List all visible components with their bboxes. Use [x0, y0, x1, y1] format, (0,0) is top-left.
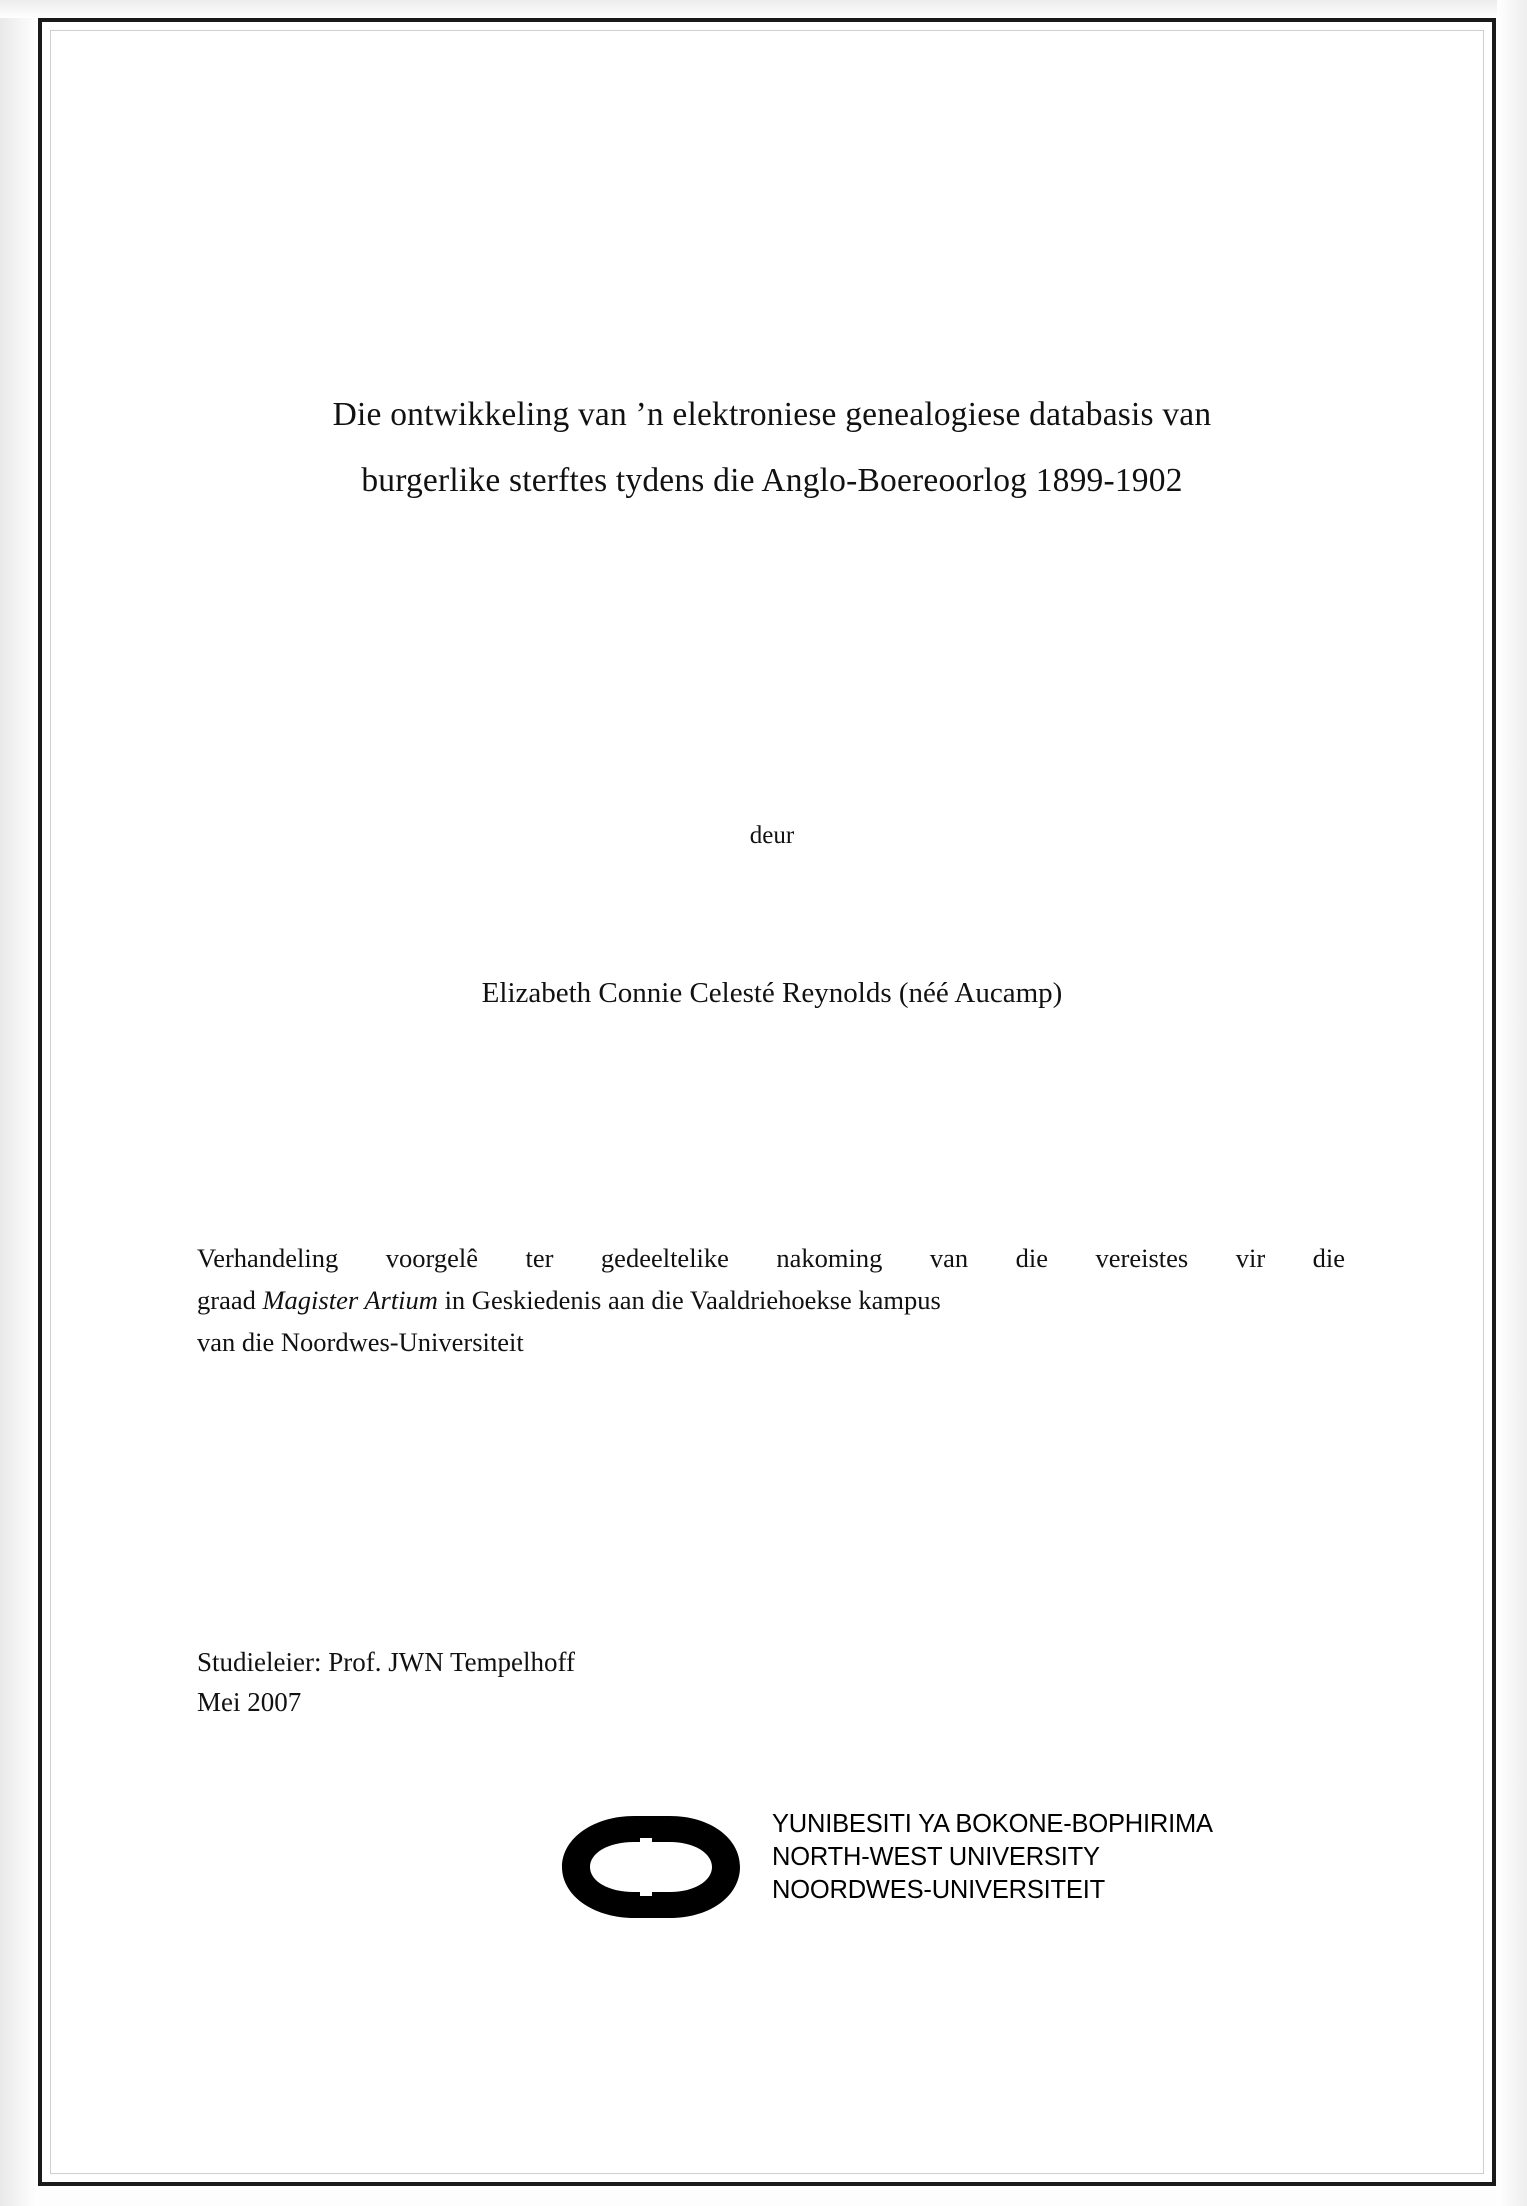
degree-statement-line-1: Verhandeling voorgelê ter gedeeltelike nakoming van die vereistes vir die: [197, 1243, 1345, 1273]
degree-statement: [197, 1237, 1345, 1363]
page-title: [192, 382, 1352, 514]
degree-statement-suffix: in Geskiedenis aan die Vaaldriehoekse kampus: [437, 1285, 941, 1315]
supervisor-block: [197, 1642, 1097, 1722]
title-line-1: Die ontwikkeling van ’n elektroniese genealogiese databasis van: [332, 396, 1212, 433]
title-line-2: burgerlike sterftes tydens die Anglo-Boereoorlog 1899-1902: [361, 462, 1183, 499]
degree-statement-prefix: graad: [197, 1285, 263, 1315]
logo-line-2: NORTH-WEST UNIVERSITY: [772, 1843, 1100, 1871]
logo-line-1: YUNIBESITI YA BOKONE-BOPHIRIMA: [772, 1810, 1213, 1838]
nwu-logo-icon: [552, 1808, 752, 1926]
degree-statement-line-2: [197, 1279, 1345, 1321]
university-logo: [522, 1802, 1222, 1952]
page-border: [38, 18, 1496, 2186]
date-line: Mei 2007: [197, 1687, 302, 1717]
degree-statement-line-3: van die Noordwes-Universiteit: [197, 1327, 524, 1357]
scan-edge-top: [0, 0, 1527, 18]
supervisor-line: Studieleier: Prof. JWN Tempelhoff: [197, 1647, 576, 1677]
logo-wordmark: [772, 1808, 1213, 1907]
title-page-content: [192, 22, 1352, 2182]
scan-edge-left: [0, 0, 38, 2206]
logo-line-3: NOORDWES-UNIVERSITEIT: [772, 1876, 1105, 1904]
scan-edge-right: [1497, 0, 1527, 2206]
by-label: deur: [749, 822, 795, 849]
degree-name: Magister Artium: [262, 1285, 438, 1315]
author-name: Elizabeth Connie Celesté Reynolds (néé Aucamp): [481, 977, 1063, 1009]
